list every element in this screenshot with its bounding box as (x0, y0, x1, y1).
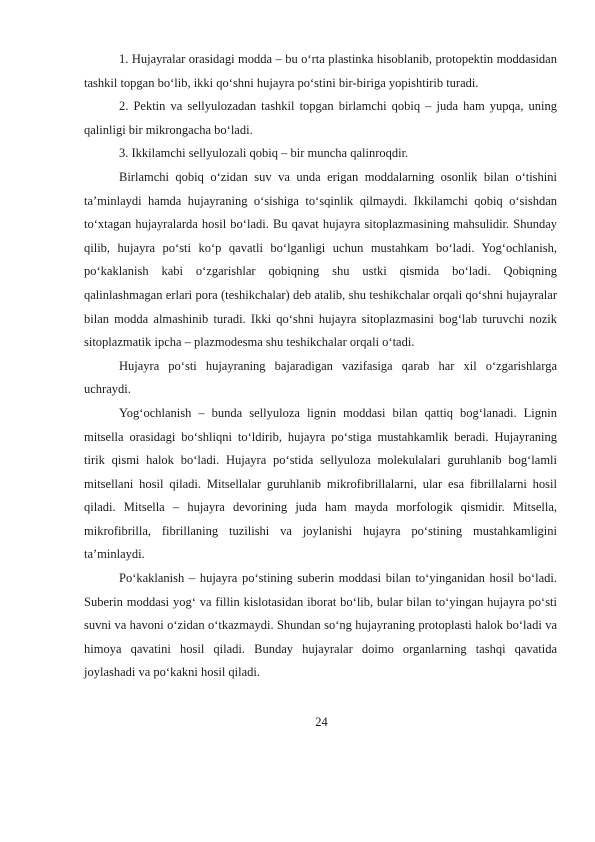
paragraph-3: 3. Ikkilamchi sellyulozali qobiq – bir muncha qalinroqdir. (119, 146, 409, 161)
paragraph-7: Po‘kaklanish – hujayra po‘stining suberin moddasi bilan to‘yinganidan hosil bo‘ladi. Suberin moddasi yog‘ va fillin kislotasidan iborat bo‘lib, bular bilan to‘yingan hujayra po‘sti suvni va havoni o‘zidan o‘tkazmaydi. Shundan so‘ng hujayraning protoplasti halok bo‘ladi va himoya qavatini hosil qiladi. Bunday hujayralar doimo organlarning tashqi qavatida joylashadi va po‘kakni hosil qiladi. (84, 571, 557, 680)
page-body (84, 48, 557, 685)
paragraph-6: Yog‘ochlanish – bunda sellyuloza lignin moddasi bilan qattiq bog‘lanadi. Lignin mitsella orasidagi bo‘shliqni to‘ldirib, hujayra po‘stiga mustahkamlik beradi. Hujayraning tirik qismi halok bo‘ladi. Hujayra po‘stida sellyuloza molekulalari guruhlanib bog‘lamli mitsellani hosil qiladi. Mitsellalar guruhlanib mikrofibrillalarni, ular esa fibrillalarni hosil qiladi. Mitsella – hujayra devorining juda ham mayda morfologik qismidir. Mitsella, mikrofibrilla, fibrillaning tuzilishi va joylanishi hujayra po‘stining mustahkamligini ta’minlaydi. (84, 405, 557, 562)
paragraph-5: Hujayra po‘sti hujayraning bajaradigan vazifasiga qarab har xil o‘zgarishlarga uchraydi. (84, 358, 557, 397)
page-number: 24 (315, 715, 328, 729)
paragraph-2: 2. Pektin va sellyulozadan tashkil topgan birlamchi qobiq – juda ham yupqa, uning qalinligi bir mikrongacha bo‘ladi. (84, 99, 557, 137)
paragraph-4: Birlamchi qobiq o‘zidan suv va unda erigan moddalarning osonlik bilan o‘tishini ta’minlaydi hamda hujayraning o‘sishiga to‘sqinlik qilmaydi. Ikkilamchi qobiq o‘sishdan to‘xtagan hujayralarda hosil bo‘ladi. Bu qavat hujayra sitoplazmasining mahsulidir. Shunday qilib, hujayra po‘sti ko‘p qavatli bo‘lganligi uchun mustahkam bo‘ladi. Yog‘ochlanish, po‘kaklanish kabi o‘zgarishlar qobiqning shu ustki qismida bo‘ladi. Qobiqning qalinlashmagan erlari pora (teshikchalar) deb atalib, shu teshikchalar orqali qo‘shni hujayralar bilan modda almashinib turadi. Ikki qo‘shni hujayra sitoplazmasini bog‘lab turuvchi nozik sitoplazmatik ipcha – plazmodesma shu teshikchalar orqali o‘tadi. (84, 169, 557, 350)
paragraph-1: 1. Hujayralar orasidagi modda – bu o‘rta plastinka hisoblanib, protopektin moddasidan tashkil topgan bo‘lib, ikki qo‘shni hujayra po‘stini bir-biriga yopishtirib turadi. (84, 52, 557, 90)
